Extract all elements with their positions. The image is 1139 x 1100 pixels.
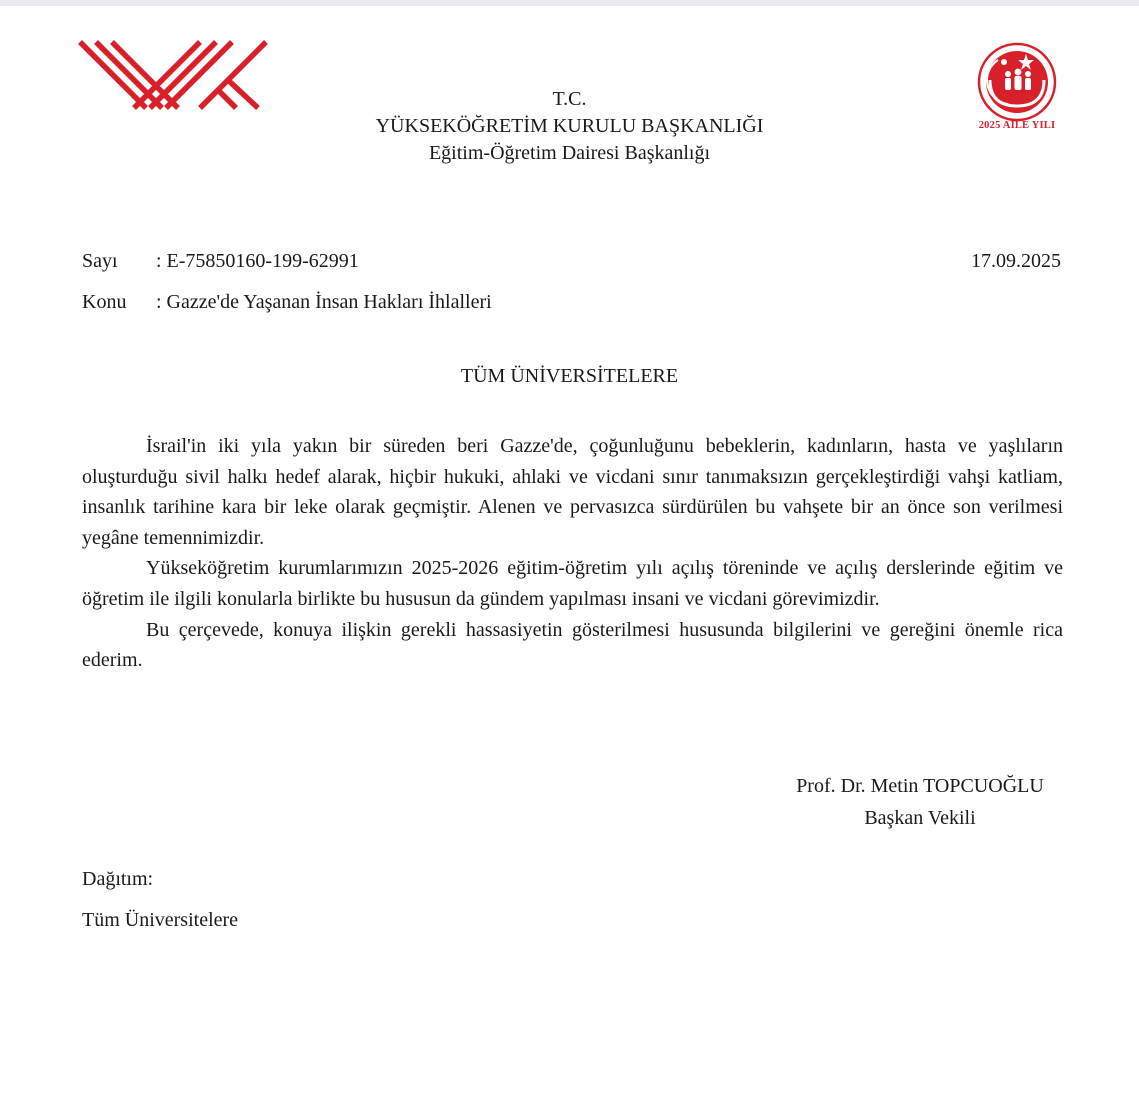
signatory-title: Başkan Vekili bbox=[864, 807, 976, 829]
header-tc: T.C. bbox=[552, 88, 587, 110]
konu-row bbox=[82, 291, 492, 314]
signatory-name: Prof. Dr. Metin TOPCUOĞLU bbox=[796, 775, 1044, 797]
body-paragraph-3: Bu çerçevede, konuya ilişkin gerekli hassasiyetin gösterilmesi hususunda bilgilerini ve gereğini önemle rica ederim. bbox=[82, 618, 1063, 672]
letter-header bbox=[0, 86, 1139, 167]
recipient-heading: TÜM ÜNİVERSİTELERE bbox=[460, 365, 679, 387]
aile-yili-caption: 2025 AİLE YILI bbox=[978, 120, 1056, 131]
letter-date: 17.09.2025 bbox=[971, 250, 1061, 272]
konu-value: : Gazze'de Yaşanan İnsan Hakları İhlalleri bbox=[156, 291, 492, 313]
letter-body bbox=[82, 431, 1063, 676]
signature-block bbox=[740, 770, 1100, 834]
sayi-value: : E-75850160-199-62991 bbox=[156, 250, 359, 272]
header-institution: YÜKSEKÖĞRETİM KURULU BAŞKANLIĞI bbox=[375, 115, 764, 137]
sayi-label: Sayı bbox=[82, 250, 118, 272]
distribution-value: Tüm Üniversitelere bbox=[82, 909, 239, 931]
distribution-label: Dağıtım: bbox=[82, 868, 154, 890]
body-paragraph-2: Yükseköğretim kurumlarımızın 2025-2026 eğitim-öğretim yılı açılış töreninde ve açılış derslerinde eğitim ve öğretim ile ilgili konularla birlikte bu hususun da gündem yapılması insani ve vicdani görevimizdir. bbox=[82, 557, 1063, 610]
body-paragraph-1: İsrail'in iki yıla yakın bir süreden beri Gazze'de, çoğunluğunu bebeklerin, kadınların, hasta ve yaşlıların oluşturduğu sivil halkı hedef alarak, hiçbir hukuki, ahlaki ve vicdani sınır tanımaksızın gerçekleştirdiği vahşi katliam, insanlık tarihine kara bir leke olarak geçmiştir. Alenen ve pervasızca sürdürülen bu vahşete bir an önce son verilmesi yegâne temennimizdir. bbox=[82, 435, 1063, 549]
page-top-edge bbox=[0, 0, 1139, 6]
konu-label: Konu bbox=[82, 291, 127, 313]
header-department: Eğitim-Öğretim Dairesi Başkanlığı bbox=[428, 142, 711, 164]
sayi-row bbox=[82, 250, 359, 273]
